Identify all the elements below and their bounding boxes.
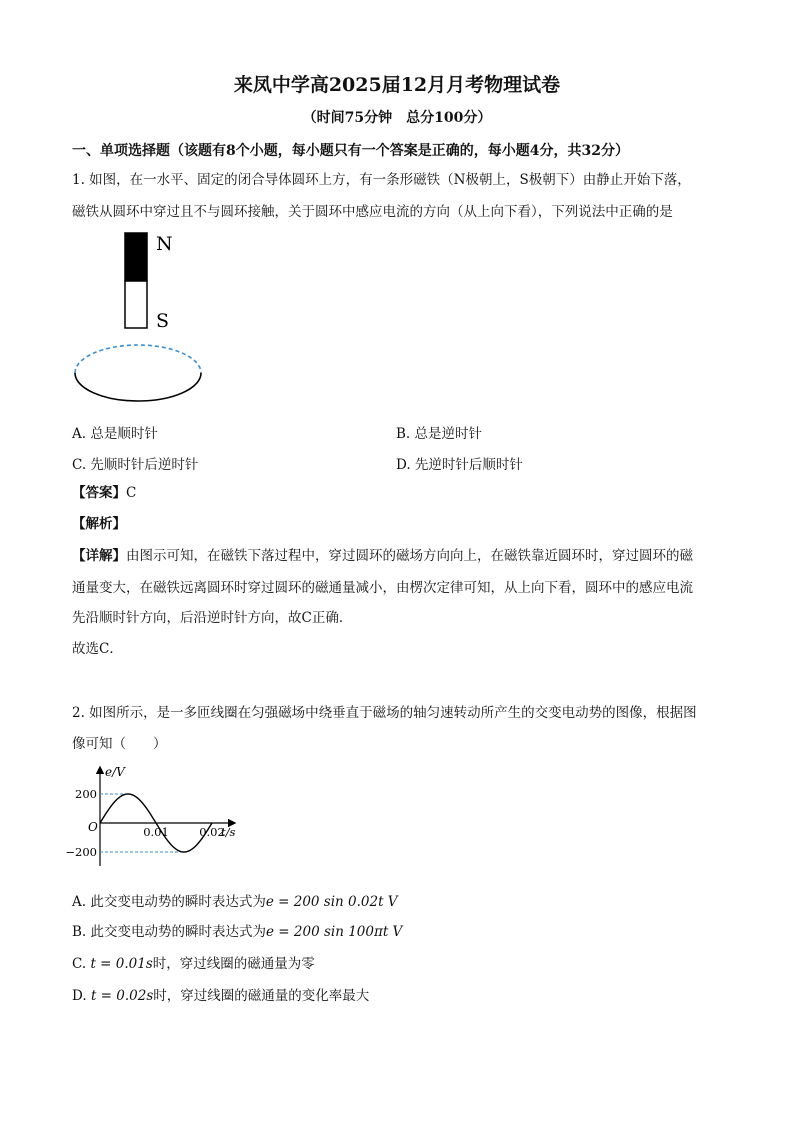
- north-pole-label: N: [156, 233, 173, 255]
- answer-value: C: [126, 485, 137, 501]
- ring-back-dashed: [75, 345, 201, 373]
- q1-option-d: D. 先逆时针后顺时针: [396, 457, 523, 473]
- magnet-south-half: [125, 281, 147, 328]
- q1-detail-line2: 通量变大，在磁铁远离圆环时穿过圆环的磁通量减小，由楞次定律可知，从上向下看，圆环中的感应电流: [72, 580, 693, 596]
- x-tick-label: 0.01: [143, 825, 169, 839]
- q1-stem-line1: 1. 如图，在一水平、固定的闭合导体圆环上方，有一条形磁铁（N极朝上，S极朝下）由静止开始下落，: [72, 172, 691, 188]
- q1-magnet-ring-figure: [60, 225, 260, 420]
- emf-data-point: [99, 822, 101, 824]
- q2-option-a: [72, 890, 398, 910]
- q2-option-d: [72, 984, 369, 1004]
- y-axis-label: e/V: [105, 765, 125, 779]
- q1-option-a: A. 总是顺时针: [72, 426, 158, 442]
- q2-option-b-prefix: B. 此交变电动势的瞬时表达式为: [72, 924, 267, 940]
- q2-stem-line1: 2. 如图所示，是一多匝线圈在匀强磁场中绕垂直于磁场的轴匀速转动所产生的交变电动势的图像，根据图: [72, 705, 697, 721]
- q2-option-a-formula: e = 200 sin 0.02t V: [265, 894, 398, 910]
- q2-option-d-suffix: 时，穿过线圈的磁通量的变化率最大: [153, 988, 370, 1004]
- detail-text-1: 由图示可知，在磁铁下落过程中，穿过圆环的磁场方向向上，在磁铁靠近圆环时，穿过圆环的磁: [126, 548, 693, 564]
- q1-option-c: C. 先顺时针后逆时针: [72, 457, 199, 473]
- y-tick-label: −200: [65, 845, 97, 859]
- q2-option-c-prefix: C.: [72, 956, 91, 972]
- q2-emf-chart: [64, 760, 244, 872]
- q2-option-d-prefix: D.: [72, 988, 91, 1004]
- answer-tag: 【答案】: [72, 485, 126, 501]
- q1-detail-line3: 先沿顺时针方向，后沿逆时针方向，故C正确．: [72, 610, 353, 626]
- analysis-tag: 【解析】: [72, 516, 126, 532]
- emf-data-point: [127, 793, 129, 795]
- q1-option-b: B. 总是逆时针: [396, 426, 483, 442]
- exam-title: 来凤中学高2025届12月月考物理试卷: [233, 74, 561, 96]
- magnet-north-half: [125, 233, 147, 281]
- x-axis-label: t/s: [221, 825, 236, 839]
- q2-option-c-formula: t = 0.01s: [90, 956, 153, 972]
- q1-conclusion: 故选C．: [72, 641, 123, 657]
- emf-data-point: [113, 802, 115, 804]
- x-tick-label: 0.02: [199, 825, 225, 839]
- ring-front-solid: [75, 373, 201, 401]
- q2-option-c-suffix: 时，穿过线圈的磁通量为零: [152, 956, 315, 972]
- emf-data-point: [183, 851, 185, 853]
- emf-data-point: [141, 802, 143, 804]
- emf-data-point: [211, 822, 213, 824]
- emf-data-point: [169, 843, 171, 845]
- section-heading: 一、单项选择题（该题有8个小题，每小题只有一个答案是正确的，每小题4分，共32分）: [72, 143, 629, 159]
- q2-option-b: [72, 920, 402, 940]
- emf-data-point: [197, 843, 199, 845]
- detail-tag: 【详解】: [72, 548, 126, 564]
- emf-data-point: [155, 822, 157, 824]
- exam-subtitle: （时间75分钟 总分100分）: [302, 110, 492, 126]
- south-pole-label: S: [156, 310, 170, 332]
- q1-answer: [72, 483, 136, 503]
- q1-stem-line2: 磁铁从圆环中穿过且不与圆环接触，关于圆环中感应电流的方向（从上向下看），下列说法中正确的是: [72, 204, 673, 220]
- q1-detail-line1: [72, 546, 693, 566]
- q2-option-d-formula: t = 0.02s: [90, 988, 154, 1004]
- y-tick-label: 200: [75, 787, 97, 801]
- q2-option-c: [72, 952, 315, 972]
- q2-option-a-prefix: A. 此交变电动势的瞬时表达式为: [72, 894, 266, 910]
- origin-label: O: [88, 820, 98, 834]
- q2-stem-line2: 像可知（ ）: [72, 736, 167, 752]
- q2-option-b-formula: e = 200 sin 100πt V: [266, 924, 403, 940]
